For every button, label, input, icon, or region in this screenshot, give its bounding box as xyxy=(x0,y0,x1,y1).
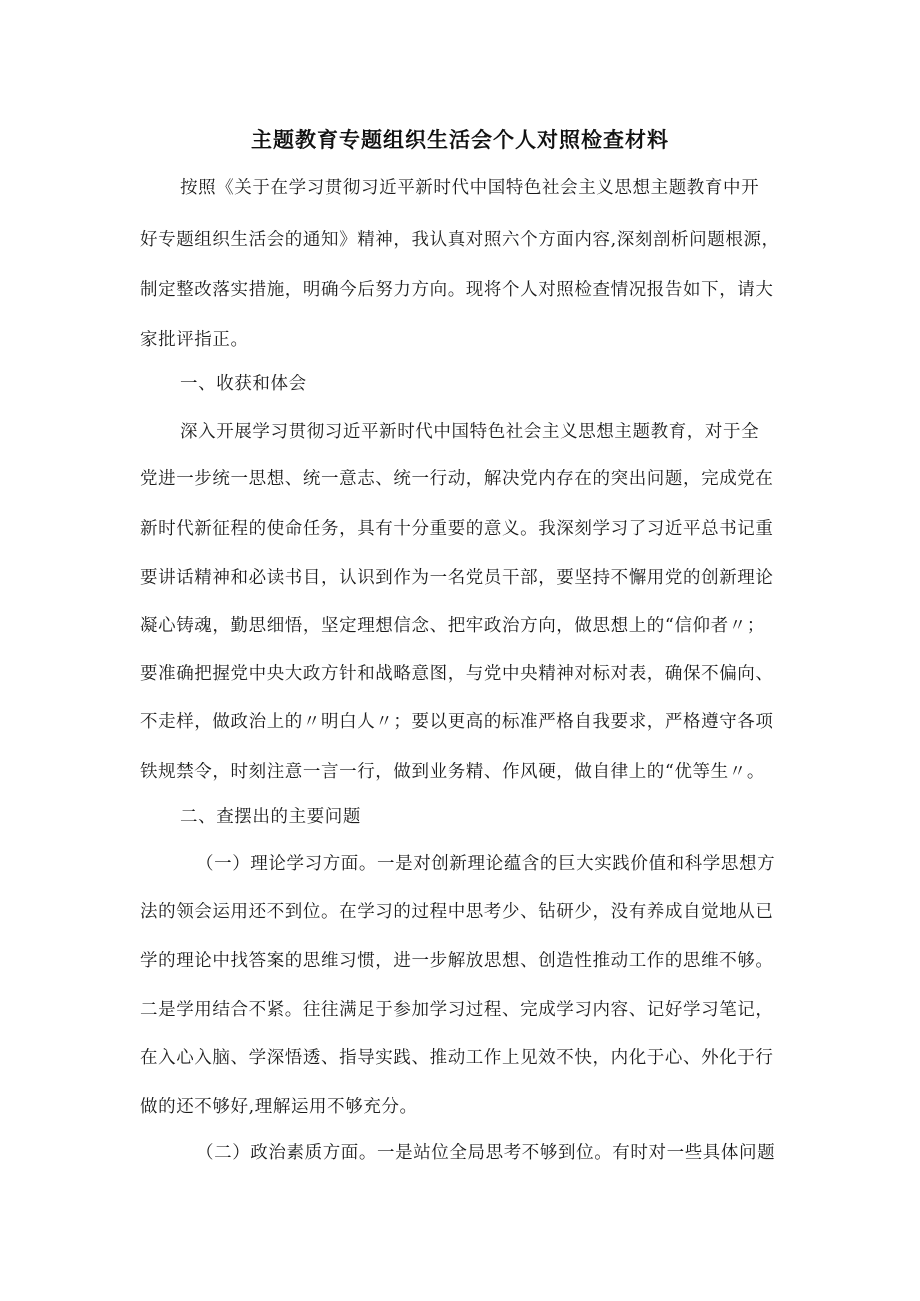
section2a-line-5: 在入心入脑、学深悟透、指导实践、推动工作上见效不快，内化于心、外化于行 xyxy=(140,1048,774,1068)
section1-line-8: 铁规禁令，时刻注意一言一行，做到业务精、作风硬，做自律上的“优等生〃。 xyxy=(140,762,765,782)
intro-line-4: 家批评指正。 xyxy=(140,330,249,350)
section2a-line-2: 法的领会运用还不到位。在学习的过程中思考少、钻研少，没有养成自觉地从已 xyxy=(140,902,774,922)
section1-line-1: 深入开展学习贯彻习近平新时代中国特色社会主义思想主题教育，对于全 xyxy=(180,422,760,442)
section2b-line-1: （二）政治素质方面。一是站位全局思考不够到位。有时对一些具体问题 xyxy=(196,1143,776,1163)
section2a-line-6: 做的还不够好,理解运用不够充分。 xyxy=(140,1097,418,1117)
intro-line-3: 制定整改落实措施，明确今后努力方向。现将个人对照检查情况报告如下，请大 xyxy=(140,280,774,300)
section1-line-6: 要准确把握党中央大政方针和战略意图，与党中央精神对标对表，确保不偏向、 xyxy=(140,664,774,684)
section2a-line-1: （一）理论学习方面。一是对创新理论蕴含的巨大实践价值和科学思想方 xyxy=(196,854,776,874)
section2a-line-4: 二是学用结合不紧。往往满足于参加学习过程、完成学习内容、记好学习笔记， xyxy=(140,1000,774,1020)
section2a-line-3: 学的理论中找答案的思维习惯，进一步解放思想、创造性推动工作的思维不够。 xyxy=(140,951,774,971)
intro-line-2: 好专题组织生活会的通知》精神，我认真对照六个方面内容,深刻剖析问题根源， xyxy=(140,230,780,250)
section-heading-1: 一、收获和体会 xyxy=(180,374,307,394)
section1-line-5: 凝心铸魂，勤思细悟，坚定理想信念、把牢政治方向，做思想上的“信仰者〃； xyxy=(140,616,765,636)
section1-line-3: 新时代新征程的使命任务，具有十分重要的意义。我深刻学习了习近平总书记重 xyxy=(140,519,774,539)
section1-line-4: 要讲话精神和必读书目，认识到作为一名党员干部，要坚持不懈用党的创新理论 xyxy=(140,568,774,588)
section-heading-2: 二、查摆出的主要问题 xyxy=(180,807,361,827)
section1-line-2: 党进一步统一思想、统一意志、统一行动，解决党内存在的突出问题，完成党在 xyxy=(140,469,774,489)
intro-line-1: 按照《关于在学习贯彻习近平新时代中国特色社会主义思想主题教育中开 xyxy=(180,178,760,198)
section1-line-7: 不走样，做政治上的〃明白人〃；要以更高的标准严格自我要求，严格遵守各项 xyxy=(140,712,774,732)
document-title: 主题教育专题组织生活会个人对照检查材料 xyxy=(251,128,669,152)
